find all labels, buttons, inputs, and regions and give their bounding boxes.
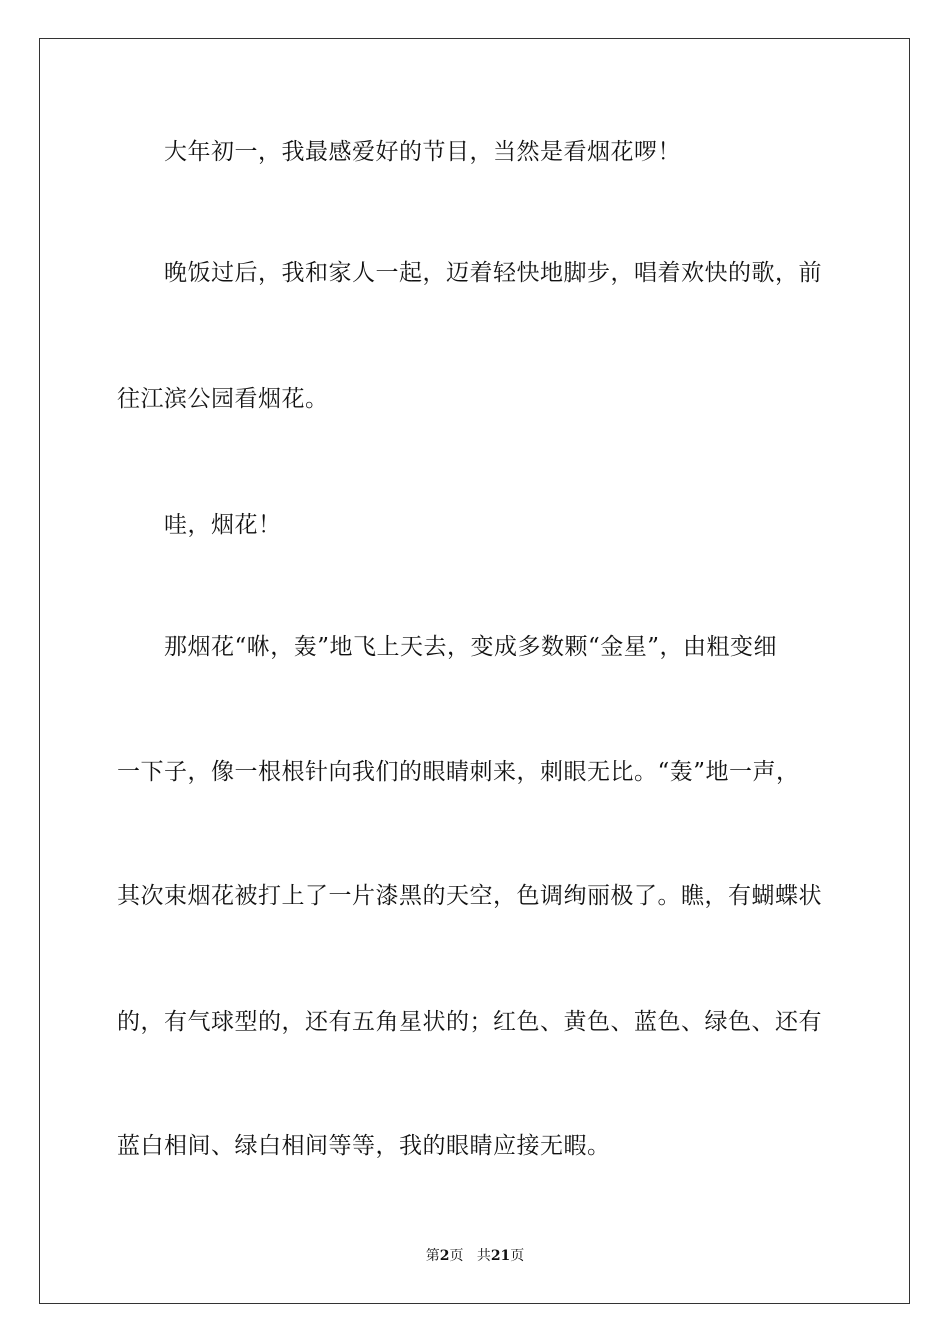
page-suffix: 页 [449, 1248, 464, 1264]
page-number: 2 [439, 1248, 450, 1264]
page-frame [39, 38, 910, 1304]
total-suffix: 页 [510, 1248, 525, 1264]
total-prefix: 共 [476, 1248, 491, 1264]
text-line-7: 其次束烟花被打上了一片漆黑的天空，色调绚丽极了。瞧，有蝴蝶状 [117, 883, 822, 909]
text-line-9: 蓝白相间、绿白相间等等，我的眼睛应接无暇。 [117, 1133, 611, 1159]
page-footer [0, 1247, 950, 1265]
text-line-1: 大年初一，我最感爱好的节目，当然是看烟花啰！ [117, 139, 681, 165]
text-line-5: 那烟花“咻，轰”地飞上天去，变成多数颗“金星”，由粗变细 [117, 634, 778, 660]
page-prefix: 第 [425, 1248, 440, 1264]
total-pages: 21 [490, 1248, 511, 1264]
text-line-2: 晚饭过后，我和家人一起，迈着轻快地脚步，唱着欢快的歌，前 [117, 260, 822, 286]
text-line-3: 往江滨公园看烟花。 [117, 386, 329, 412]
text-line-8: 的，有气球型的，还有五角星状的；红色、黄色、蓝色、绿色、还有 [117, 1009, 822, 1035]
text-line-4: 哇，烟花！ [117, 512, 282, 538]
text-line-6: 一下子，像一根根针向我们的眼睛刺来，刺眼无比。“轰”地一声， [117, 759, 800, 785]
